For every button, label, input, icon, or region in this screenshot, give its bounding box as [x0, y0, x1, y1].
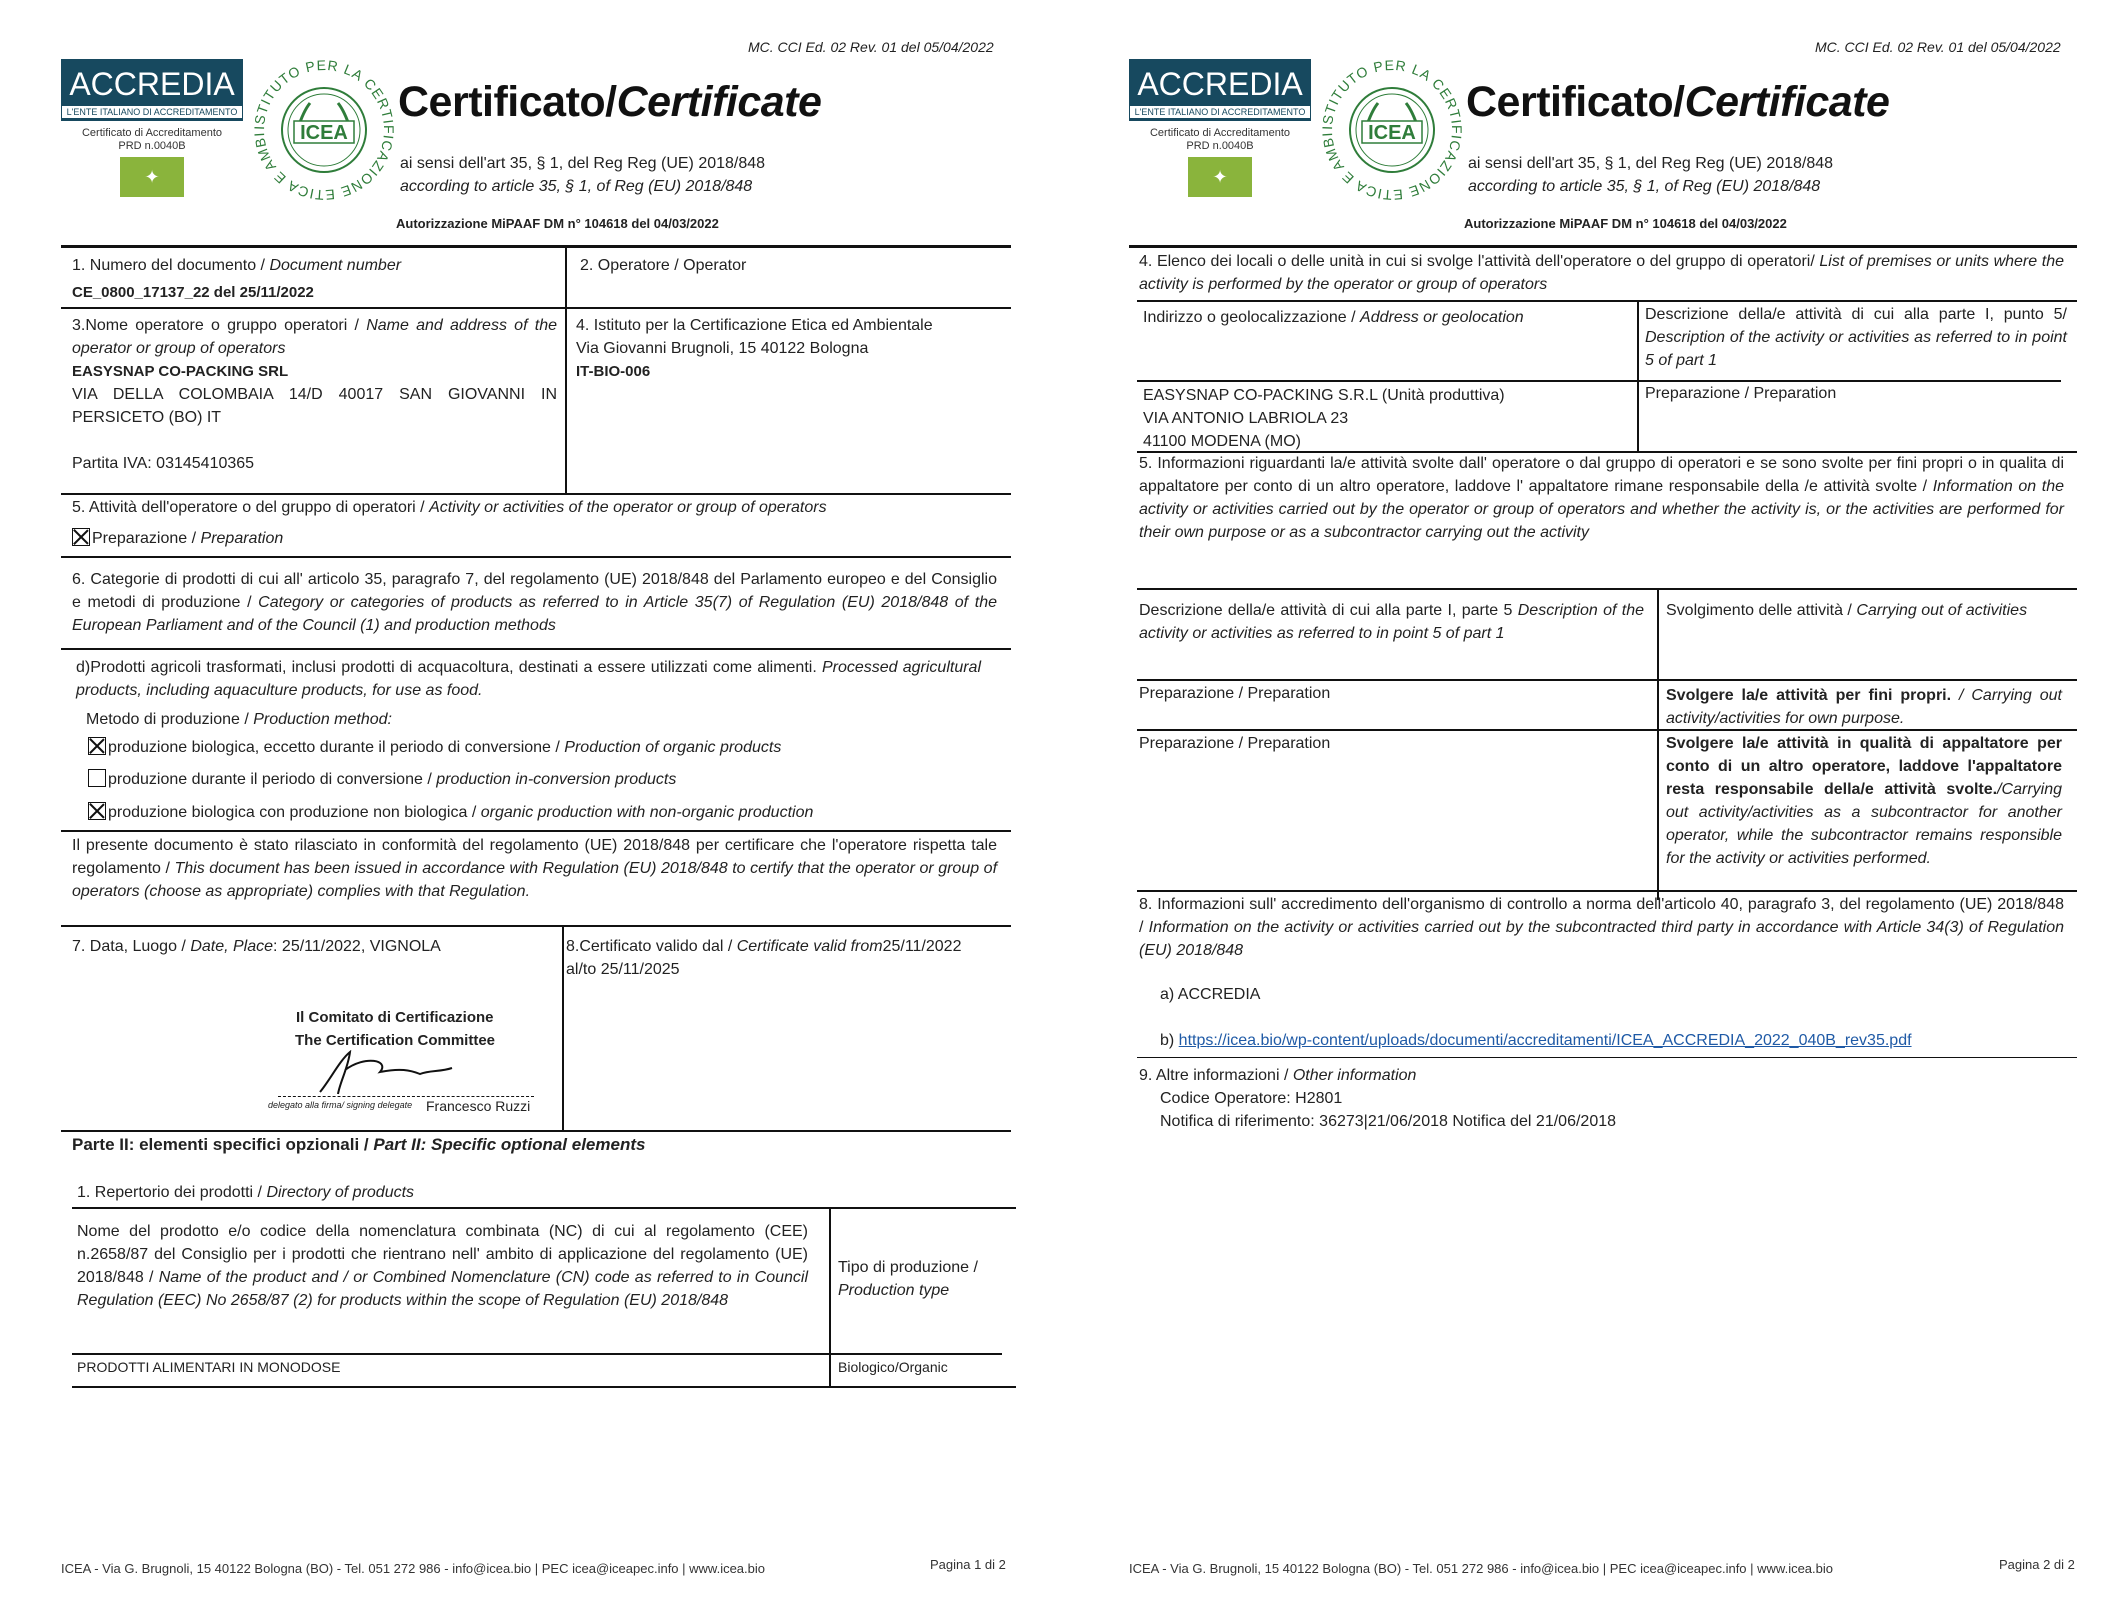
- divider: [1637, 301, 1639, 451]
- table-row-mode: Svolgere la/e attività per fini propri. / Carrying out activity/activities for own purpose.: [1666, 687, 2063, 727]
- accredia-subtitle: L'ENTE ITALIANO DI ACCREDITAMENTO: [1129, 105, 1311, 119]
- divider: [1137, 1057, 2077, 1058]
- divider: [1129, 245, 2077, 248]
- table-row-product: PRODOTTI ALIMENTARI IN MONODOSE: [77, 1359, 341, 1375]
- accredia-prd: PRD n.0040B: [118, 140, 186, 152]
- icea-seal: [1318, 55, 1466, 205]
- authorization: Autorizzazione MiPAAF DM n° 104618 del 04/03/2022: [1464, 216, 1787, 231]
- eu-organic-leaf-icon: ✦: [120, 157, 184, 197]
- validity: 8.Certificato valido dal / Certificate valid from25/11/2022 al/to 25/11/2025: [566, 938, 962, 978]
- certificate-title: [1466, 77, 1889, 127]
- accredia-subtitle: L'ENTE ITALIANO DI ACCREDITAMENTO: [61, 105, 243, 119]
- unit-street: VIA ANTONIO LABRIOLA 23: [1143, 410, 1349, 427]
- type-column-header: Tipo di produzione / Production type: [838, 1259, 978, 1299]
- method-organic-checkbox[interactable]: produzione biologica, eccetto durante il periodo di conversione / Production of organic products: [88, 736, 781, 759]
- divider: [1137, 300, 2077, 302]
- part2-title: Parte II: elementi specifici opzionali / Part II: Specific optional elements: [72, 1135, 646, 1154]
- divider: [72, 1353, 1002, 1355]
- delegate-name: Francesco Ruzzi: [426, 1098, 531, 1114]
- accredia-prd: PRD n.0040B: [1186, 140, 1254, 152]
- revision-label: MC. CCI Ed. 02 Rev. 01 del 05/04/2022: [1815, 39, 2061, 55]
- product-column-header: Nome del prodotto e/o codice della nomenclatura combinata (NC) di cui al regolamento (CEE) n.2658/87 del Consiglio per i prodotti che rientrano nell' ambito di applicazione del regolamento (UE) 2018/848 / Name of the product and / or Combined Nomenclature (CN) code as referred to in Council Regulation (EEC) No 2658/87 (2) for products within the scope of Regulation (EU) 2018/848: [77, 1223, 809, 1309]
- table-row-activity: Preparazione / Preparation: [1139, 685, 1331, 702]
- accredia-logo: [61, 59, 243, 207]
- table-row-activity: Preparazione / Preparation: [1139, 735, 1331, 752]
- method-mixed-checkbox[interactable]: produzione biologica con produzione non biologica / organic production with non-organic production: [88, 801, 813, 824]
- reference-notice: Notifica di riferimento: 36273|21/06/2018 Notifica del 21/06/2018: [1160, 1113, 1617, 1130]
- divider: [61, 493, 1011, 495]
- method-conversion-checkbox[interactable]: produzione durante il periodo di conversione / production in-conversion products: [88, 768, 676, 791]
- accreditation-info-text: 8. Informazioni sull' accredimento dell'organismo di controllo a norma dell'articolo 40, paragrafo 3, del regolamento (UE) 2018/848 / Information on the activity or activities carried out by the subcontracted third party in accordance with Article 34(3) of Regulation (EU) 2018/848: [1139, 896, 2065, 959]
- description-column-header: Descrizione della/e attività di cui alla parte I, punto 5/ Description of the activity or activities as referred to in point 5 of part 1: [1645, 306, 2067, 369]
- icea-name: ICEA: [300, 122, 348, 144]
- accredia-cert-label: Certificato di Accreditamento: [81, 127, 222, 139]
- activity-label: 5. Attività dell'operatore o del gruppo di operatori / Activity or activities of the operator or group of operators: [72, 499, 827, 516]
- table-row-type: Biologico/Organic: [838, 1359, 948, 1375]
- divider: [61, 307, 1011, 309]
- checkbox-checked-icon: [88, 802, 106, 820]
- icea-seal: [250, 55, 398, 205]
- certificate-page-2: [1063, 0, 2126, 1600]
- divider: [61, 925, 1011, 927]
- divider: [829, 1208, 831, 1388]
- directory-label: 1. Repertorio dei prodotti / Directory of products: [77, 1184, 415, 1201]
- unit-name: EASYSNAP CO-PACKING S.R.L (Unità produttiva): [1143, 387, 1505, 404]
- accreditation-b: b) https://icea.bio/wp-content/uploads/documenti/accreditamenti/ICEA_ACCREDIA_2022_040B_rev35.pdf: [1160, 1032, 1912, 1049]
- title-it: Certificato/: [398, 78, 617, 126]
- other-info-label: 9. Altre informazioni / Other information: [1139, 1067, 1417, 1084]
- page-number: Pagina 2 di 2: [1999, 1557, 2075, 1572]
- page-number: Pagina 1 di 2: [930, 1557, 1006, 1572]
- activity-table-col1-header: Descrizione della/e attività di cui alla parte I, parte 5 Description of the activity or activities as referred to in point 5 of part 1: [1139, 602, 1644, 642]
- activity-preparation-checkbox[interactable]: Preparazione / Preparation: [72, 527, 283, 550]
- date-place: 7. Data, Luogo / Date, Place: 25/11/2022, VIGNOLA: [72, 938, 441, 955]
- divider: [61, 1130, 1011, 1132]
- icea-ring-text: ISTITUTO PER LA CERTIFICAZIONE ETICA E AMBI: [250, 56, 398, 204]
- divider: [1137, 729, 2077, 731]
- revision-label: MC. CCI Ed. 02 Rev. 01 del 05/04/2022: [748, 39, 994, 55]
- operator-code: Codice Operatore: H2801: [1160, 1090, 1343, 1107]
- certifier-name: 4. Istituto per la Certificazione Etica ed Ambientale: [576, 317, 933, 334]
- authorization: Autorizzazione MiPAAF DM n° 104618 del 04/03/2022: [396, 216, 719, 231]
- certificate-title: [398, 77, 821, 127]
- production-method-label: Metodo di produzione / Production method:: [86, 711, 392, 728]
- category-d-text: d)Prodotti agricoli trasformati, inclusi prodotti di acquacoltura, destinati a essere utilizzati come alimenti. Processed agricultural products, including aquaculture products, for use as food.: [76, 659, 982, 699]
- operator-name-label: 3.Nome operatore o gruppo operatori / Name and address of the operator or group of operators: [72, 317, 557, 357]
- accredia-cert-label: Certificato di Accreditamento: [1149, 127, 1290, 139]
- premises-text: 4. Elenco dei locali o delle unità in cui si svolge l'attività dell'operatore o del gruppo di operatori/ List of premises or units where the activity is performed by the operator or group of operators: [1139, 253, 2064, 293]
- unit-activity: Preparazione / Preparation: [1645, 385, 1837, 402]
- accreditation-a: a) ACCREDIA: [1160, 986, 1261, 1003]
- certifier-code: IT-BIO-006: [576, 363, 651, 380]
- operator-name: EASYSNAP CO-PACKING SRL: [72, 363, 289, 380]
- activity-info-text: 5. Informazioni riguardanti la/e attività svolte dall' operatore o dal gruppo di operatori e se sono svolte per fini propri o in qualita di appaltatore per conto di un altro operatore, laddove l' appaltatore rimane responsabile della /e attività svolte / Information on the activity or activities carried out by the operator or group of operators and whether the activity is, or the activities are performed for their own purpose or as a subcontractor carrying out the activity: [1139, 455, 2065, 541]
- divider: [1137, 890, 2077, 892]
- address-column-header: Indirizzo o geolocalizzazione / Address or geolocation: [1143, 309, 1524, 326]
- delegate-label: delegato alla firma/ signing delegate: [268, 1100, 413, 1110]
- table-row-mode: Svolgere la/e attività in qualità di appaltatore per conto di un altro operatore, laddove l'appaltatore resta responsabile della/e attività svolte./Carrying out activity/activities as a subcontractor for another operator, while the subcontractor remains responsible for the activity or activities performed.: [1666, 735, 2062, 867]
- icea-name: ICEA: [1368, 122, 1416, 144]
- unit-city: 41100 MODENA (MO): [1143, 433, 1301, 450]
- activity-table-col2-header: Svolgimento delle attività / Carrying out of activities: [1666, 602, 2028, 619]
- divider: [72, 1386, 1016, 1388]
- accredia-logo: [1129, 59, 1311, 207]
- accreditation-pdf-link[interactable]: https://icea.bio/wp-content/uploads/documenti/accreditamenti/ICEA_ACCREDIA_2022_040B_rev35.pdf: [1178, 1032, 1912, 1049]
- accredia-name: ACCREDIA: [69, 66, 235, 102]
- product-categories-text: 6. Categorie di prodotti di cui all' articolo 35, paragrafo 7, del regolamento (UE) 2018/848 del Parlamento europeo e del Consiglio e metodi di produzione / Category or categories of products as referred to in Article 35(7) of Regulation (EU) 2018/848 of the European Parliament and of the Council (1) and production methods: [72, 571, 998, 634]
- committee-en: The Certification Committee: [295, 1032, 496, 1049]
- accredia-name: ACCREDIA: [1137, 66, 1303, 102]
- signature-image: [310, 1050, 510, 1095]
- eu-organic-leaf-icon: ✦: [1188, 157, 1252, 197]
- checkbox-checked-icon: [88, 737, 106, 755]
- title-en: Certificate: [616, 78, 822, 126]
- committee-it: Il Comitato di Certificazione: [296, 1009, 494, 1026]
- document-number-value: CE_0800_17137_22 del 25/11/2022: [72, 284, 314, 301]
- divider: [61, 245, 1011, 248]
- icea-ring-text: ISTITUTO PER LA CERTIFICAZIONE ETICA E AMBI: [1318, 56, 1466, 204]
- regulation-it: ai sensi dell'art 35, § 1, del Reg Reg (UE) 2018/848: [1468, 155, 1834, 172]
- footer: ICEA - Via G. Brugnoli, 15 40122 Bologna (BO) - Tel. 051 272 986 - info@icea.bio | PEC icea@iceapec.info | www.icea.bio: [1129, 1561, 1833, 1576]
- divider: [562, 926, 564, 1130]
- footer: ICEA - Via G. Brugnoli, 15 40122 Bologna (BO) - Tel. 051 272 986 - info@icea.bio | PEC icea@iceapec.info | www.icea.bio: [61, 1561, 765, 1576]
- title-it: Certificato/: [1466, 78, 1685, 126]
- divider: [61, 648, 1011, 650]
- operator-address: VIA DELLA COLOMBAIA 14/D 40017 SAN GIOVANNI IN PERSICETO (BO) IT: [72, 386, 557, 426]
- divider: [61, 556, 1011, 558]
- checkbox-checked-icon: [72, 528, 90, 546]
- regulation-en: according to article 35, § 1, of Reg (EU) 2018/848: [1468, 178, 1821, 195]
- issued-statement: Il presente documento è stato rilasciato in conformità del regolamento (UE) 2018/848 per certificare che l'operatore rispetta tale regolamento / This document has been issued in accordance with Regulation (EU) 2018/848 to certify that the operator or group of operators (choose as appropriate) complies with that Regulation.: [72, 837, 998, 900]
- checkbox-empty-icon: [88, 769, 106, 787]
- regulation-en: according to article 35, § 1, of Reg (EU) 2018/848: [400, 178, 753, 195]
- divider: [72, 1207, 1016, 1209]
- divider: [565, 246, 567, 494]
- divider: [61, 830, 1011, 832]
- divider: [1137, 588, 2077, 590]
- divider: [1657, 589, 1659, 900]
- certifier-address: Via Giovanni Brugnoli, 15 40122 Bologna: [576, 340, 869, 357]
- operator-vat: Partita IVA: 03145410365: [72, 455, 255, 472]
- regulation-it: ai sensi dell'art 35, § 1, del Reg Reg (UE) 2018/848: [400, 155, 766, 172]
- divider: [1137, 380, 2061, 382]
- document-number-label: 1. Numero del documento / Document number: [72, 257, 402, 274]
- operator-label: 2. Operatore / Operator: [580, 257, 747, 274]
- divider: [1137, 679, 2077, 681]
- title-en: Certificate: [1684, 78, 1890, 126]
